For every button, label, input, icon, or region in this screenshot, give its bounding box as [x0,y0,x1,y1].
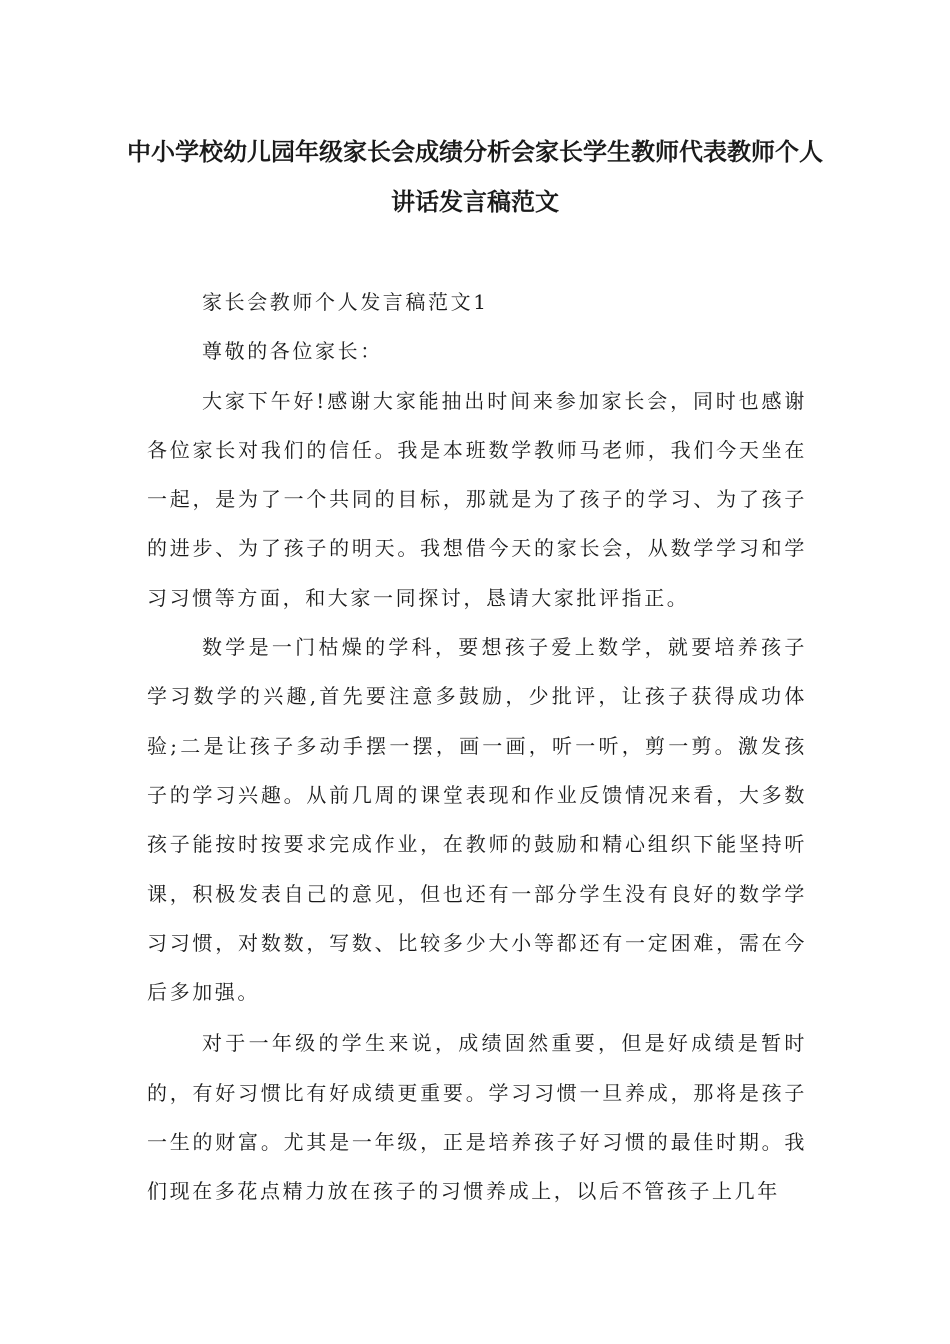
document-title-line-1: 中小学校幼儿园年级家长会成绩分析会家长学生教师代表教师个人 [127,138,823,166]
paragraph: 对于一年级的学生来说，成绩固然重要，但是好成绩是暂时的，有好习惯比有好成绩更重要。学习习惯一旦养成，那将是孩子一生的财富。尤其是一年级，正是培养孩子好习惯的最佳时期。我们现在多花点精力放在孩子的习惯养成上，以后不管孩子上几年 [147,1031,807,1204]
salutation: 尊敬的各位家长： [202,339,383,364]
document-title-line-2: 讲话发言稿范文 [391,188,559,216]
paragraph: 大家下午好!感谢大家能抽出时间来参加家长会，同时也感谢各位家长对我们的信任。我是本班数学教师马老师，我们今天坐在一起，是为了一个共同的目标，那就是为了孩子的学习、为了孩子的进步、为了孩子的明天。我想借今天的家长会，从数学学习和学习习惯等方面，和大家一同探讨，恳请大家批评指正。 [147,388,807,610]
section-heading: 家长会教师个人发言稿范文1 [202,290,489,314]
document-body [147,278,807,1217]
paragraph: 数学是一门枯燥的学科，要想孩子爱上数学，就要培养孩子学习数学的兴趣,首先要注意多鼓励，少批评，让孩子获得成功体验;二是让孩子多动手摆一摆，画一画，听一听，剪一剪。激发孩子的学习兴趣。从前几周的课堂表现和作业反馈情况来看，大多数孩子能按时按要求完成作业，在教师的鼓励和精心组织下能坚持听课，积极发表自己的意见，但也还有一部分学生没有良好的数学学习习惯，对数数，写数、比较多少大小等都还有一定困难，需在今后多加强。 [147,635,807,1005]
